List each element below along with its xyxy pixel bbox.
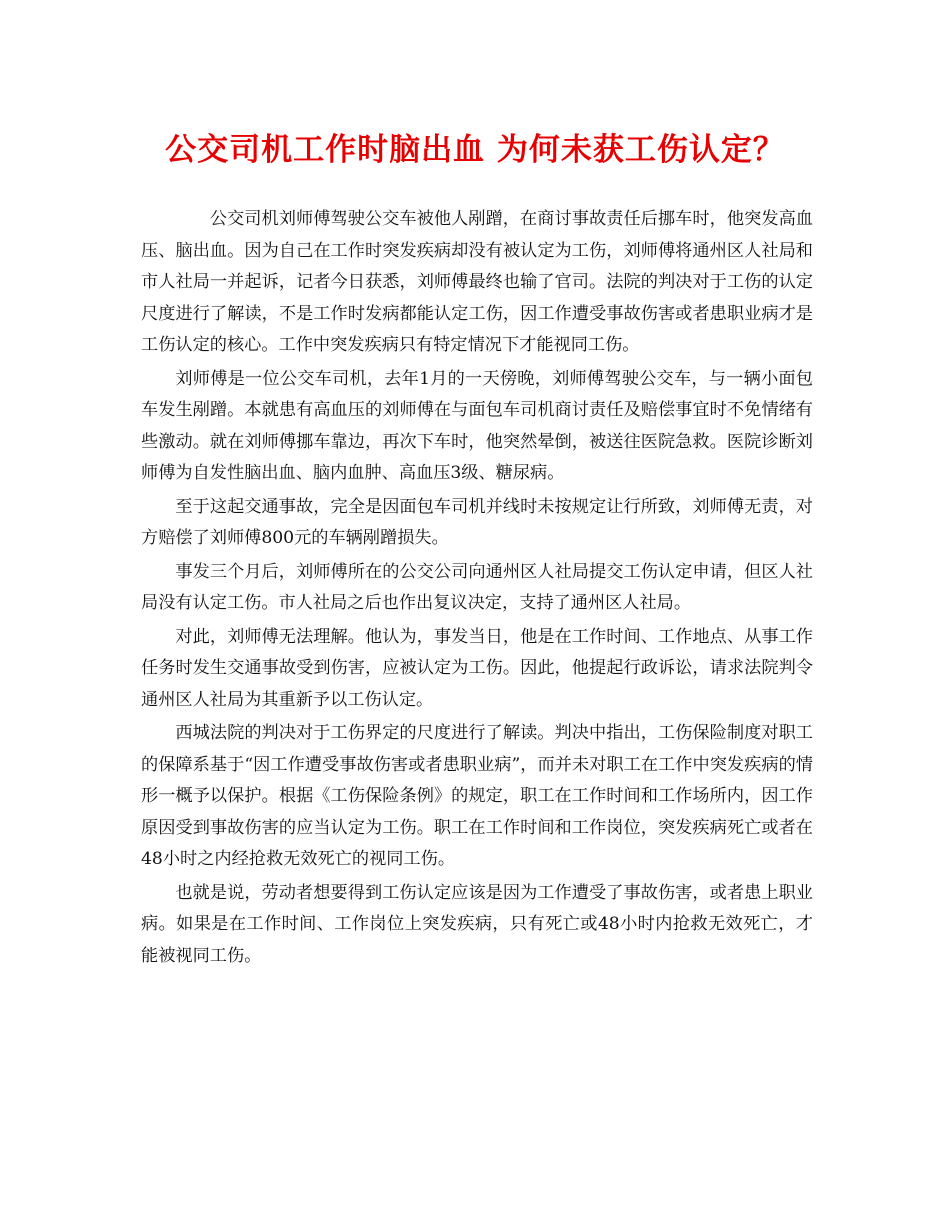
page-title: 公交司机工作时脑出血 为何未获工伤认定？ — [165, 132, 785, 168]
paragraph-4: 事发三个月后，刘师傅所在的公交公司向通州区人社局提交工伤认定申请，但区人社局没有认定工伤。市人社局之后也作出复议决定，支持了通州区人社局。 — [141, 561, 813, 613]
paragraph-1: 公交司机刘师傅驾驶公交车被他人剐蹭，在商讨事故责任后挪车时，他突发高血压、脑出血。因为自己在工作时突发疾病却没有被认定为工伤，刘师傅将通州区人社局和市人社局一并起诉，记者今日获悉，刘师傅最终也输了官司。法院的判决对于工伤的认定尺度进行了解读，不是工作时发病都能认定工伤，因工作遭受事故伤害或者患职业病才是工伤认定的核心。工作中突发疾病只有特定情况下才能视同工伤。 — [141, 209, 813, 355]
paragraph-6: 西城法院的判决对于工伤界定的尺度进行了解读。判决中指出，工伤保险制度对职工的保障系基于“因工作遭受事故伤害或者患职业病”，而并未对职工在工作中突发疾病的情形一概予以保护。根据《工伤保险条例》的规定，职工在工作时间和工作场所内，因工作原因受到事故伤害的应当认定为工伤。职工在工作时间和工作岗位，突发疾病死亡或者在48小时之内经抢救无效死亡的视同工伤。 — [141, 723, 813, 869]
paragraph-7: 也就是说，劳动者想要得到工伤认定应该是因为工作遭受了事故伤害，或者患上职业病。如果是在工作时间、工作岗位上突发疾病，只有死亡或48小时内抢救无效死亡，才能被视同工伤。 — [141, 882, 813, 966]
paragraph-3: 至于这起交通事故，完全是因面包车司机并线时未按规定让行所致，刘师傅无责，对方赔偿了刘师傅800元的车辆剐蹭损失。 — [141, 496, 813, 548]
paragraph-2: 刘师傅是一位公交车司机，去年1月的一天傍晚，刘师傅驾驶公交车，与一辆小面包车发生剐蹭。本就患有高血压的刘师傅在与面包车司机商讨责任及赔偿事宜时不免情绪有些激动。就在刘师傅挪车靠边，再次下车时，他突然晕倒，被送往医院急救。医院诊断刘师傅为自发性脑出血、脑内血肿、高血压3级、糖尿病。 — [141, 368, 813, 483]
paragraph-5: 对此，刘师傅无法理解。他认为，事发当日，他是在工作时间、工作地点、从事工作任务时发生交通事故受到伤害，应被认定为工伤。因此，他提起行政诉讼，请求法院判令通州区人社局为其重新予以工伤认定。 — [141, 626, 813, 710]
article-body — [141, 204, 813, 972]
